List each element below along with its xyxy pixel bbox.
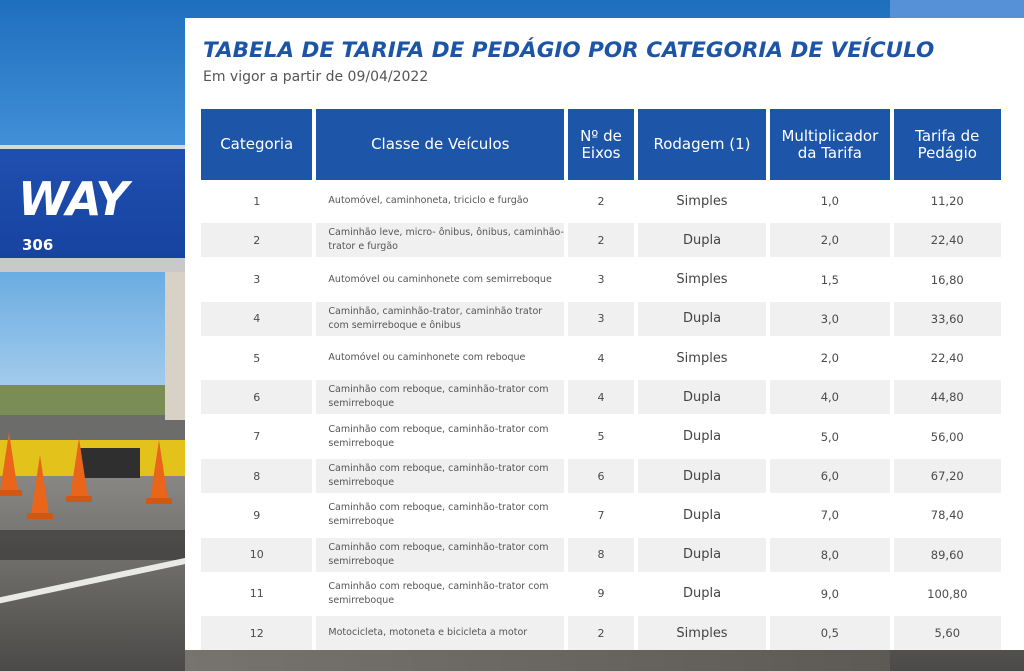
cell-eixos: 2 (568, 616, 634, 650)
cell-tarifa: 44,80 (894, 380, 1001, 414)
cell-eixos: 3 (568, 302, 634, 336)
cell-classe: Motocicleta, motoneta e bicicleta a motor (316, 616, 564, 650)
tariff-panel (185, 18, 1024, 650)
cell-classe: Automóvel, caminhoneta, triciclo e furgão (316, 184, 564, 218)
cell-classe: Caminhão com reboque, caminhão-trator com semirreboque (316, 498, 564, 532)
way-logo: WAY (18, 172, 128, 226)
cell-rodagem: Simples (638, 263, 766, 297)
cell-tarifa: 56,00 (894, 420, 1001, 454)
table-row (201, 341, 1001, 375)
table-row (201, 184, 1001, 218)
cell-categoria: 1 (201, 184, 312, 218)
cell-categoria: 4 (201, 302, 312, 336)
cell-tarifa: 22,40 (894, 223, 1001, 257)
cell-categoria: 9 (201, 498, 312, 532)
header-tarifa: Tarifa de Pedágio (894, 109, 1001, 180)
cell-rodagem: Dupla (638, 380, 766, 414)
table-body (201, 184, 1001, 650)
cell-eixos: 8 (568, 538, 634, 572)
cell-eixos: 5 (568, 420, 634, 454)
traffic-cone-icon (0, 432, 18, 492)
dark-barrier (80, 448, 140, 478)
cell-classe: Caminhão leve, micro- ônibus, ônibus, caminhão-trator e furgão (316, 223, 564, 257)
cell-categoria: 11 (201, 577, 312, 611)
header-rodagem: Rodagem (1) (638, 109, 766, 180)
effective-date: Em vigor a partir de 09/04/2022 (203, 69, 429, 85)
cell-rodagem: Dupla (638, 420, 766, 454)
cell-categoria: 2 (201, 223, 312, 257)
cell-classe: Caminhão com reboque, caminhão-trator com semirreboque (316, 420, 564, 454)
table-row (201, 223, 1001, 257)
cell-tarifa: 33,60 (894, 302, 1001, 336)
table-row (201, 538, 1001, 572)
cell-multiplicador: 1,0 (770, 184, 889, 218)
table-row (201, 577, 1001, 611)
cell-categoria: 6 (201, 380, 312, 414)
header-categoria: Categoria (201, 109, 312, 180)
cell-tarifa: 89,60 (894, 538, 1001, 572)
cell-eixos: 3 (568, 263, 634, 297)
tariff-table (201, 109, 1001, 656)
sky-corner (890, 0, 1024, 18)
cell-classe: Caminhão, caminhão-trator, caminhão trator com semirreboque e ônibus (316, 302, 564, 336)
cell-eixos: 2 (568, 223, 634, 257)
table-row (201, 498, 1001, 532)
cone-base (146, 498, 172, 504)
cell-multiplicador: 1,5 (770, 263, 889, 297)
header-eixos: Nº de Eixos (568, 109, 634, 180)
cell-multiplicador: 0,5 (770, 616, 889, 650)
page-title: TABELA DE TARIFA DE PEDÁGIO POR CATEGORIA DE VEÍCULO (203, 38, 935, 63)
cell-classe: Caminhão com reboque, caminhão-trator com semirreboque (316, 459, 564, 493)
cone-base (0, 490, 22, 496)
traffic-cone-icon (150, 440, 168, 500)
table-row (201, 380, 1001, 414)
cell-multiplicador: 2,0 (770, 223, 889, 257)
cell-multiplicador: 2,0 (770, 341, 889, 375)
cell-categoria: 8 (201, 459, 312, 493)
cell-multiplicador: 3,0 (770, 302, 889, 336)
cell-rodagem: Simples (638, 184, 766, 218)
cone-base (27, 513, 53, 519)
cell-eixos: 4 (568, 380, 634, 414)
cell-tarifa: 5,60 (894, 616, 1001, 650)
table-row (201, 420, 1001, 454)
cell-eixos: 2 (568, 184, 634, 218)
cell-eixos: 9 (568, 577, 634, 611)
cell-multiplicador: 6,0 (770, 459, 889, 493)
cell-rodagem: Dupla (638, 459, 766, 493)
traffic-cone-icon (70, 438, 88, 498)
table-header-row (201, 109, 1001, 180)
cell-tarifa: 78,40 (894, 498, 1001, 532)
cell-categoria: 5 (201, 341, 312, 375)
cell-rodagem: Dupla (638, 498, 766, 532)
table-row (201, 263, 1001, 297)
way-logo-number: 306 (22, 236, 54, 254)
cell-multiplicador: 4,0 (770, 380, 889, 414)
cell-classe: Automóvel ou caminhonete com semirreboque (316, 263, 564, 297)
cell-multiplicador: 7,0 (770, 498, 889, 532)
cell-tarifa: 67,20 (894, 459, 1001, 493)
cone-base (66, 496, 92, 502)
cell-categoria: 12 (201, 616, 312, 650)
cell-rodagem: Dupla (638, 577, 766, 611)
cell-rodagem: Simples (638, 616, 766, 650)
cell-classe: Automóvel ou caminhonete com reboque (316, 341, 564, 375)
cell-rodagem: Simples (638, 341, 766, 375)
header-multiplicador: Multiplicador da Tarifa (770, 109, 889, 180)
cell-classe: Caminhão com reboque, caminhão-trator com semirreboque (316, 380, 564, 414)
traffic-cone-icon (31, 455, 49, 515)
canopy-pillar (165, 270, 185, 420)
cell-classe: Caminhão com reboque, caminhão-trator com semirreboque (316, 577, 564, 611)
cell-eixos: 7 (568, 498, 634, 532)
cell-rodagem: Dupla (638, 223, 766, 257)
cell-classe: Caminhão com reboque, caminhão-trator com semirreboque (316, 538, 564, 572)
cell-tarifa: 11,20 (894, 184, 1001, 218)
cell-multiplicador: 9,0 (770, 577, 889, 611)
table-row (201, 616, 1001, 650)
cell-tarifa: 16,80 (894, 263, 1001, 297)
cell-categoria: 10 (201, 538, 312, 572)
table-row (201, 302, 1001, 336)
cell-categoria: 7 (201, 420, 312, 454)
cell-tarifa: 100,80 (894, 577, 1001, 611)
cell-rodagem: Dupla (638, 302, 766, 336)
cell-eixos: 4 (568, 341, 634, 375)
road-shadow (0, 530, 200, 560)
cell-categoria: 3 (201, 263, 312, 297)
table-row (201, 459, 1001, 493)
cell-tarifa: 22,40 (894, 341, 1001, 375)
cell-multiplicador: 8,0 (770, 538, 889, 572)
cell-rodagem: Dupla (638, 538, 766, 572)
header-classe-veiculos: Classe de Veículos (316, 109, 564, 180)
cell-multiplicador: 5,0 (770, 420, 889, 454)
cell-eixos: 6 (568, 459, 634, 493)
